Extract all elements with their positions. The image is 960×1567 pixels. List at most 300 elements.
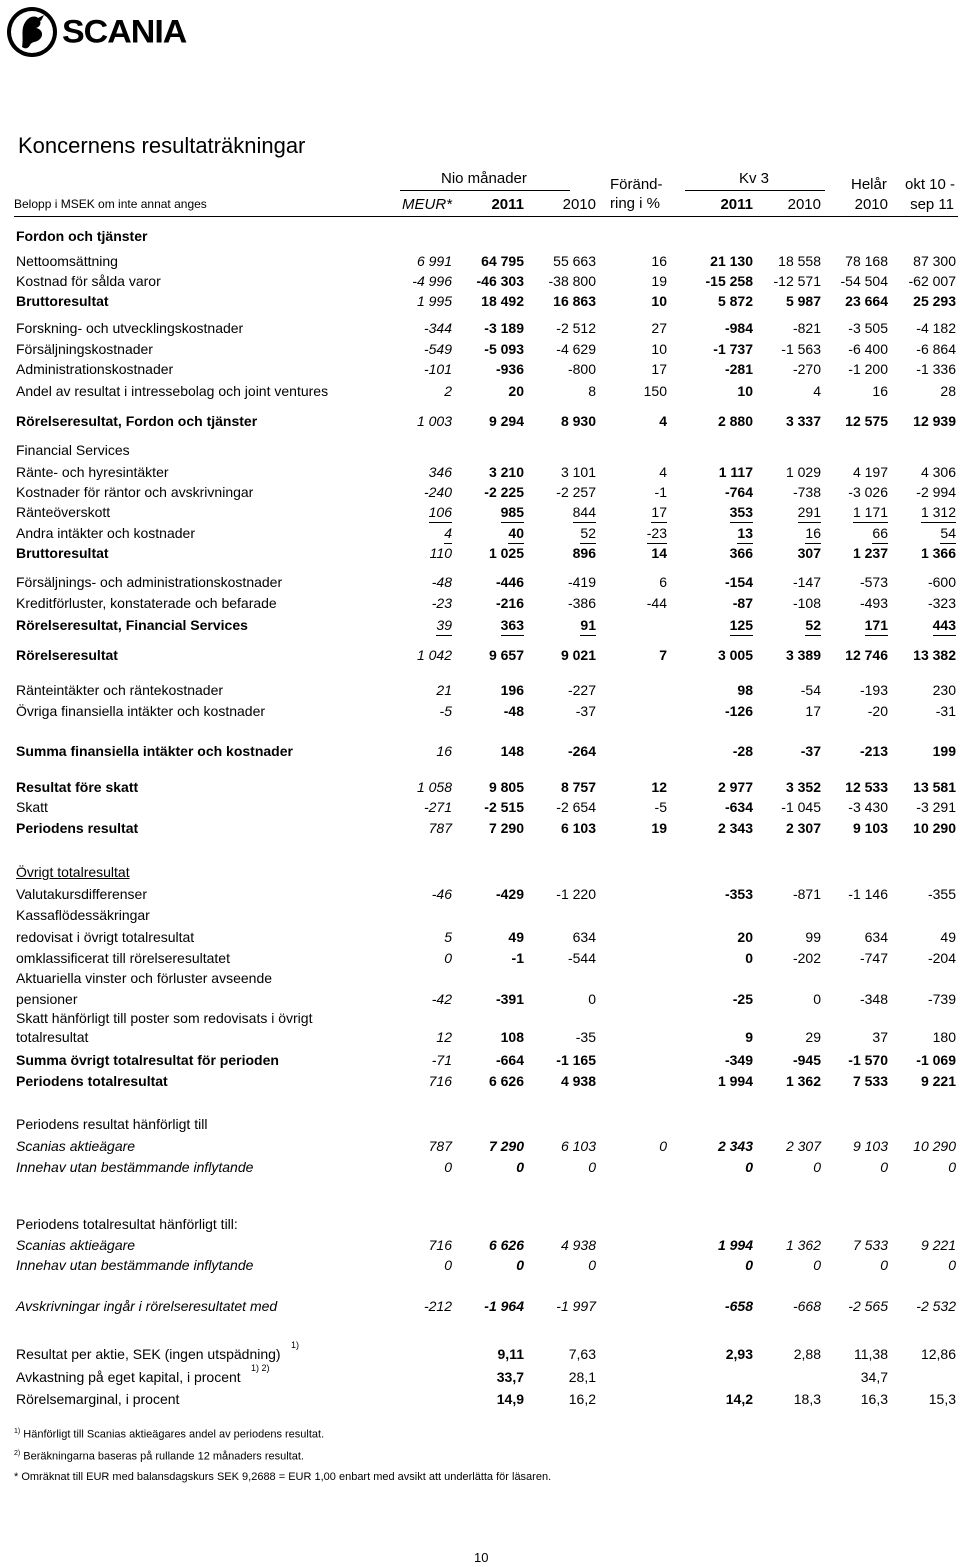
cell-value: 7 533: [852, 1073, 888, 1089]
column-header: 2010: [562, 196, 596, 213]
cell-value: 13 382: [913, 647, 956, 663]
cell-value: 0: [516, 1257, 524, 1273]
cell-value: -48: [503, 703, 524, 719]
cell-value: 3 101: [560, 464, 596, 480]
cell-value: 98: [737, 682, 753, 698]
cell-value: -202: [792, 950, 821, 966]
cell-value: -764: [724, 484, 753, 500]
cell-value: 14,2: [725, 1391, 753, 1407]
cell-value: -3 430: [848, 799, 888, 815]
cell-value: 66: [872, 523, 888, 544]
cell-value: -5: [654, 799, 667, 815]
cell-value: 787: [428, 1138, 452, 1154]
cell-value: 1 362: [785, 1237, 821, 1253]
row-label: Rörelseresultat, Fordon och tjänster: [16, 413, 258, 429]
cell-value: 64 795: [481, 253, 524, 269]
cell-value: 21 130: [710, 253, 753, 269]
cell-value: -23: [647, 523, 667, 544]
row-label: Skatt: [16, 799, 48, 815]
cell-value: 4: [813, 383, 821, 399]
cell-value: 0: [813, 1257, 821, 1273]
cell-value: 7 290: [488, 1138, 524, 1154]
cell-value: 230: [932, 682, 956, 698]
cell-value: 10 290: [913, 820, 956, 836]
row-label: Kostnad för sålda varor: [16, 273, 161, 289]
row-label: Ränte- och hyresintäkter: [16, 464, 169, 480]
cell-value: -2 257: [556, 484, 596, 500]
cell-value: 1 237: [852, 545, 888, 561]
cell-value: -936: [495, 361, 524, 377]
cell-value: -353: [724, 886, 753, 902]
row-label: Fordon och tjänster: [16, 228, 148, 244]
table-row: [0, 884, 960, 904]
cell-value: -429: [495, 886, 524, 902]
table-row: [0, 1214, 960, 1234]
row-label: Ränteintäkter och räntekostnader: [16, 682, 224, 698]
cell-value: 1 366: [920, 545, 956, 561]
table-row: [0, 1363, 960, 1387]
row-label: Administrationskostnader: [16, 361, 174, 377]
table-row: [0, 1071, 960, 1091]
row-label: Försäljnings- och administrationskostnader: [16, 574, 283, 590]
table-row: [0, 593, 960, 613]
cell-value: -87: [732, 595, 753, 611]
footnote-text: Hänförligt till Scanias aktieägares andel av periodens resultat.: [23, 1428, 325, 1441]
table-row: [0, 572, 960, 592]
cell-value: -240: [423, 484, 452, 500]
row-label: Periodens totalresultat: [16, 1073, 168, 1089]
cell-value: -3 026: [848, 484, 888, 500]
cell-value: 7 290: [488, 820, 524, 836]
cell-value: 180: [932, 1029, 956, 1045]
cell-value: 148: [500, 743, 524, 759]
cell-value: -348: [859, 991, 888, 1007]
cell-value: 13 581: [913, 779, 956, 795]
cell-value: 6 103: [560, 1138, 596, 1154]
cell-value: -2 565: [848, 1298, 888, 1314]
cell-value: 2 343: [717, 1138, 753, 1154]
table-row: [0, 381, 960, 401]
cell-value: 12 746: [845, 647, 888, 663]
divider: [400, 190, 570, 191]
basis-note: Belopp i MSEK om inte annat anges: [14, 197, 207, 211]
row-label: Periodens resultat hänförligt till: [16, 1116, 208, 1132]
cell-value: 55 663: [553, 253, 596, 269]
cell-value: -46 303: [476, 273, 524, 289]
cell-value: -42: [431, 991, 452, 1007]
cell-value: 0: [444, 950, 452, 966]
row-label: Scanias aktieägare: [16, 1237, 136, 1253]
cell-value: -658: [724, 1298, 753, 1314]
table-row: [0, 615, 960, 635]
table-row: [0, 1050, 960, 1070]
cell-value: 353: [730, 502, 753, 523]
row-label: Bruttoresultat: [16, 293, 109, 309]
cell-value: 1 994: [717, 1073, 753, 1089]
cell-value: 106: [429, 502, 452, 523]
cell-value: 17: [805, 703, 821, 719]
rolling-header-line1: okt 10 -: [905, 176, 956, 193]
cell-value: 28,1: [568, 1369, 596, 1385]
table-row: [0, 989, 960, 1009]
cell-value: 0: [948, 1159, 956, 1175]
cell-value: 20: [508, 383, 524, 399]
change-header-line1: Föränd-: [610, 176, 663, 193]
cell-value: 2,93: [725, 1346, 753, 1362]
cell-value: -15 258: [705, 273, 753, 289]
cell-value: 9,11: [497, 1346, 524, 1362]
cell-value: 5 987: [785, 293, 821, 309]
cell-value: 9 021: [560, 647, 596, 663]
cell-value: 16,3: [860, 1391, 888, 1407]
cell-value: -800: [567, 361, 596, 377]
cell-value: 19: [651, 820, 667, 836]
cell-value: 2: [444, 383, 452, 399]
cell-value: -664: [495, 1052, 524, 1068]
cell-value: 3 389: [785, 647, 821, 663]
cell-value: 4 938: [560, 1073, 596, 1089]
cell-value: 291: [798, 502, 821, 523]
cell-value: -2 994: [916, 484, 956, 500]
cell-value: 199: [932, 743, 956, 759]
cell-value: 78 168: [845, 253, 888, 269]
row-label: Övrigt totalresultat: [16, 864, 130, 880]
cell-value: 0: [745, 950, 753, 966]
row-label: Avskrivningar ingår i rörelseresultatet med: [16, 1298, 278, 1314]
row-label: omklassificerat till rörelseresultatet: [16, 950, 230, 966]
cell-value: 844: [573, 502, 596, 523]
cell-value: 7: [659, 647, 667, 663]
cell-value: 346: [428, 464, 452, 480]
row-label: Resultat per aktie, SEK (ingen utspädning): [16, 1346, 281, 1362]
cell-value: 9 221: [920, 1073, 956, 1089]
cell-value: -984: [724, 320, 753, 336]
cell-value: 634: [864, 929, 888, 945]
cell-value: 1 025: [488, 545, 524, 561]
cell-value: -1 737: [713, 341, 753, 357]
cell-value: 125: [730, 615, 753, 636]
cell-value: 19: [651, 273, 667, 289]
row-label: Rörelseresultat, Financial Services: [16, 617, 248, 633]
table-row: [0, 271, 960, 291]
cell-value: 54: [940, 523, 956, 544]
cell-value: 1 995: [416, 293, 452, 309]
cell-value: -1 570: [848, 1052, 888, 1068]
cell-value: 12,86: [920, 1346, 956, 1362]
cell-value: 49: [508, 929, 524, 945]
cell-value: 4: [659, 413, 667, 429]
row-label: Forskning- och utvecklingskostnader: [16, 320, 244, 336]
table-row: [0, 1157, 960, 1177]
cell-value: 16: [651, 253, 667, 269]
footnote-marker: 2): [14, 1449, 21, 1457]
cell-value: 10: [651, 293, 667, 309]
cell-value: 363: [501, 615, 524, 636]
cell-value: 3 352: [785, 779, 821, 795]
cell-value: -204: [927, 950, 956, 966]
row-label: Nettoomsättning: [16, 253, 118, 269]
cell-value: 0: [880, 1257, 888, 1273]
cell-value: 5: [444, 929, 452, 945]
cell-value: 4 306: [920, 464, 956, 480]
row-label: Financial Services: [16, 442, 130, 458]
row-label: Skatt hänförligt till poster som redovisats i övrigt: [16, 1010, 313, 1026]
cell-value: 52: [580, 523, 596, 544]
cell-value: 12 533: [845, 779, 888, 795]
cell-value: 1 117: [718, 464, 753, 480]
cell-value: 8 930: [560, 413, 596, 429]
cell-value: -213: [859, 743, 888, 759]
footnote-text: * Omräknat till EUR med balansdagskurs SEK 9,2688 = EUR 1,00 enbart med avsikt att underlätta för läsaren.: [14, 1471, 552, 1484]
table-row: [0, 440, 960, 460]
griffin-emblem-icon: [6, 3, 58, 61]
cell-value: 1 994: [717, 1237, 753, 1253]
cell-value: 108: [500, 1029, 524, 1045]
cell-value: -6 864: [916, 341, 956, 357]
cell-value: 14,9: [496, 1391, 524, 1407]
cell-value: 6: [659, 574, 667, 590]
table-row: [0, 862, 960, 882]
cell-value: -1 220: [556, 886, 596, 902]
cell-value: -1 563: [781, 341, 821, 357]
table-row: [0, 1389, 960, 1409]
row-label: Periodens resultat: [16, 820, 139, 836]
table-row: [0, 251, 960, 271]
cell-value: 150: [643, 383, 667, 399]
cell-value: -271: [423, 799, 452, 815]
cell-value: -147: [792, 574, 821, 590]
cell-value: 4: [444, 523, 452, 544]
table-row: [0, 701, 960, 721]
cell-value: 0: [444, 1159, 452, 1175]
cell-value: 716: [428, 1237, 452, 1253]
page-title: Koncernens resultaträkningar: [18, 133, 306, 158]
cell-value: 39: [436, 615, 452, 636]
cell-value: 5 872: [717, 293, 753, 309]
cell-value: 366: [729, 545, 753, 561]
table-row: [0, 948, 960, 968]
cell-value: 0: [745, 1159, 753, 1175]
row-label: Kassaflödessäkringar: [16, 907, 150, 923]
row-label: Ränteöverskott: [16, 504, 111, 520]
cell-value: 307: [797, 545, 821, 561]
cell-value: -739: [927, 991, 956, 1007]
cell-value: -2 532: [916, 1298, 956, 1314]
cell-value: -154: [724, 574, 753, 590]
table-row: [0, 318, 960, 338]
row-label: redovisat i övrigt totalresultat: [16, 929, 195, 945]
cell-value: -747: [859, 950, 888, 966]
cell-value: -193: [859, 682, 888, 698]
cell-value: -35: [575, 1029, 596, 1045]
cell-value: 6 626: [488, 1073, 524, 1089]
cell-value: 49: [940, 929, 956, 945]
cell-value: 33,7: [496, 1369, 524, 1385]
cell-value: -6 400: [848, 341, 888, 357]
cell-value: -821: [792, 320, 821, 336]
table-row: [0, 523, 960, 543]
cell-value: 12 575: [845, 413, 888, 429]
table-row: [0, 680, 960, 700]
table-row: [0, 462, 960, 482]
cell-value: 0: [444, 1257, 452, 1273]
row-label: Summa finansiella intäkter och kostnader: [16, 743, 293, 759]
cell-value: -1 200: [848, 361, 888, 377]
cell-value: -270: [792, 361, 821, 377]
cell-value: -31: [935, 703, 956, 719]
table-row: [0, 291, 960, 311]
fullyear-header-line1: Helår: [851, 176, 887, 193]
column-header: 2011: [491, 196, 524, 213]
cell-value: 0: [880, 1159, 888, 1175]
cell-value: 3 005: [717, 647, 753, 663]
cell-value: 0: [588, 1257, 596, 1273]
table-row: [0, 1296, 960, 1316]
cell-value: -738: [792, 484, 821, 500]
cell-value: 52: [805, 615, 821, 636]
footnote-marker: 1): [291, 1340, 300, 1350]
cell-value: 4 197: [852, 464, 888, 480]
cell-value: 6 626: [488, 1237, 524, 1253]
cell-value: 1 042: [416, 647, 452, 663]
cell-value: 4 938: [560, 1237, 596, 1253]
cell-value: 9 103: [852, 1138, 888, 1154]
cell-value: 7 533: [852, 1237, 888, 1253]
cell-value: -1: [654, 484, 667, 500]
cell-value: 9: [745, 1029, 753, 1045]
cell-value: -37: [575, 703, 596, 719]
table-row: [0, 1340, 960, 1364]
cell-value: 2 307: [785, 820, 821, 836]
cell-value: 23 664: [845, 293, 888, 309]
cell-value: 29: [805, 1029, 821, 1045]
footnote-marker: 1): [14, 1428, 21, 1435]
cell-value: 27: [651, 320, 667, 336]
cell-value: 2 977: [717, 779, 753, 795]
cell-value: -3 505: [848, 320, 888, 336]
table-row: [0, 543, 960, 563]
cell-value: 12 939: [913, 413, 956, 429]
cell-value: -126: [724, 703, 753, 719]
cell-value: -227: [567, 682, 596, 698]
cell-value: -5 093: [484, 341, 524, 357]
cell-value: -4 182: [916, 320, 956, 336]
change-header-line2: ring i %: [610, 195, 661, 212]
cell-value: 40: [508, 523, 524, 544]
cell-value: -945: [792, 1052, 821, 1068]
cell-value: 18,3: [793, 1391, 821, 1407]
cell-value: 0: [588, 1159, 596, 1175]
cell-value: -446: [495, 574, 524, 590]
cell-value: -28: [732, 743, 753, 759]
cell-value: 2 307: [785, 1138, 821, 1154]
cell-value: -549: [423, 341, 452, 357]
cell-value: -44: [646, 595, 667, 611]
cell-value: 21: [436, 682, 452, 698]
cell-value: 1 029: [785, 464, 821, 480]
table-row: [0, 797, 960, 817]
cell-value: -573: [859, 574, 888, 590]
cell-value: -1 146: [848, 886, 888, 902]
row-label: Kostnader för räntor och avskrivningar: [16, 484, 254, 500]
cell-value: 28: [940, 383, 956, 399]
cell-value: -493: [859, 595, 888, 611]
table-row: [0, 741, 960, 761]
cell-value: -108: [792, 595, 821, 611]
cell-value: 4: [659, 464, 667, 480]
cell-value: -4 996: [412, 273, 452, 289]
cell-value: 25 293: [913, 293, 956, 309]
table-row: [0, 1114, 960, 1134]
table-row: [0, 339, 960, 359]
cell-value: 2,88: [793, 1346, 821, 1362]
cell-value: 0: [813, 1159, 821, 1175]
cell-value: 34,7: [860, 1369, 888, 1385]
cell-value: 10: [737, 383, 753, 399]
cell-value: 17: [651, 361, 667, 377]
cell-value: 16: [805, 523, 821, 544]
cell-value: -1 964: [484, 1298, 524, 1314]
row-label: Avkastning på eget kapital, i procent: [16, 1369, 241, 1385]
row-label: pensioner: [16, 991, 78, 1007]
cell-value: -419: [567, 574, 596, 590]
cell-value: -264: [567, 743, 596, 759]
row-label: Aktuariella vinster och förluster avseende: [16, 970, 273, 986]
table-row: [0, 645, 960, 665]
footnote: [14, 1428, 551, 1441]
cell-value: 1 003: [416, 413, 452, 429]
cell-value: -20: [867, 703, 888, 719]
table-row: [0, 482, 960, 502]
cell-value: -1 336: [916, 361, 956, 377]
cell-value: 9 657: [488, 647, 524, 663]
cell-value: -3 189: [484, 320, 524, 336]
row-label: Valutakursdifferenser: [16, 886, 147, 902]
cell-value: -62 007: [908, 273, 956, 289]
cell-value: 2 880: [717, 413, 753, 429]
cell-value: 171: [865, 615, 888, 636]
cell-value: 716: [428, 1073, 452, 1089]
page-number: 10: [474, 1550, 489, 1565]
row-label: Rörelseresultat: [16, 647, 118, 663]
cell-value: 11,38: [854, 1346, 888, 1362]
cell-value: 787: [428, 820, 452, 836]
cell-value: 896: [572, 545, 596, 561]
cell-value: 6 991: [416, 253, 452, 269]
table-row: [0, 359, 960, 379]
table-row: [0, 905, 960, 925]
cell-value: 110: [429, 545, 452, 561]
table-row: [0, 411, 960, 431]
row-label: Försäljningskostnader: [16, 341, 153, 357]
cell-value: 87 300: [913, 253, 956, 269]
cell-value: -2 515: [484, 799, 524, 815]
cell-value: 13: [737, 523, 753, 544]
cell-value: 2 343: [717, 820, 753, 836]
cell-value: 15,3: [928, 1391, 956, 1407]
table-row: [0, 927, 960, 947]
cell-value: -2 225: [484, 484, 524, 500]
cell-value: -23: [431, 595, 452, 611]
cell-value: -1 165: [556, 1052, 596, 1068]
cell-value: 18 492: [481, 293, 524, 309]
cell-value: -37: [800, 743, 821, 759]
cell-value: -216: [495, 595, 524, 611]
cell-value: 10: [651, 341, 667, 357]
cell-value: 12: [651, 779, 667, 795]
table-row: [0, 1255, 960, 1275]
cell-value: -281: [724, 361, 753, 377]
